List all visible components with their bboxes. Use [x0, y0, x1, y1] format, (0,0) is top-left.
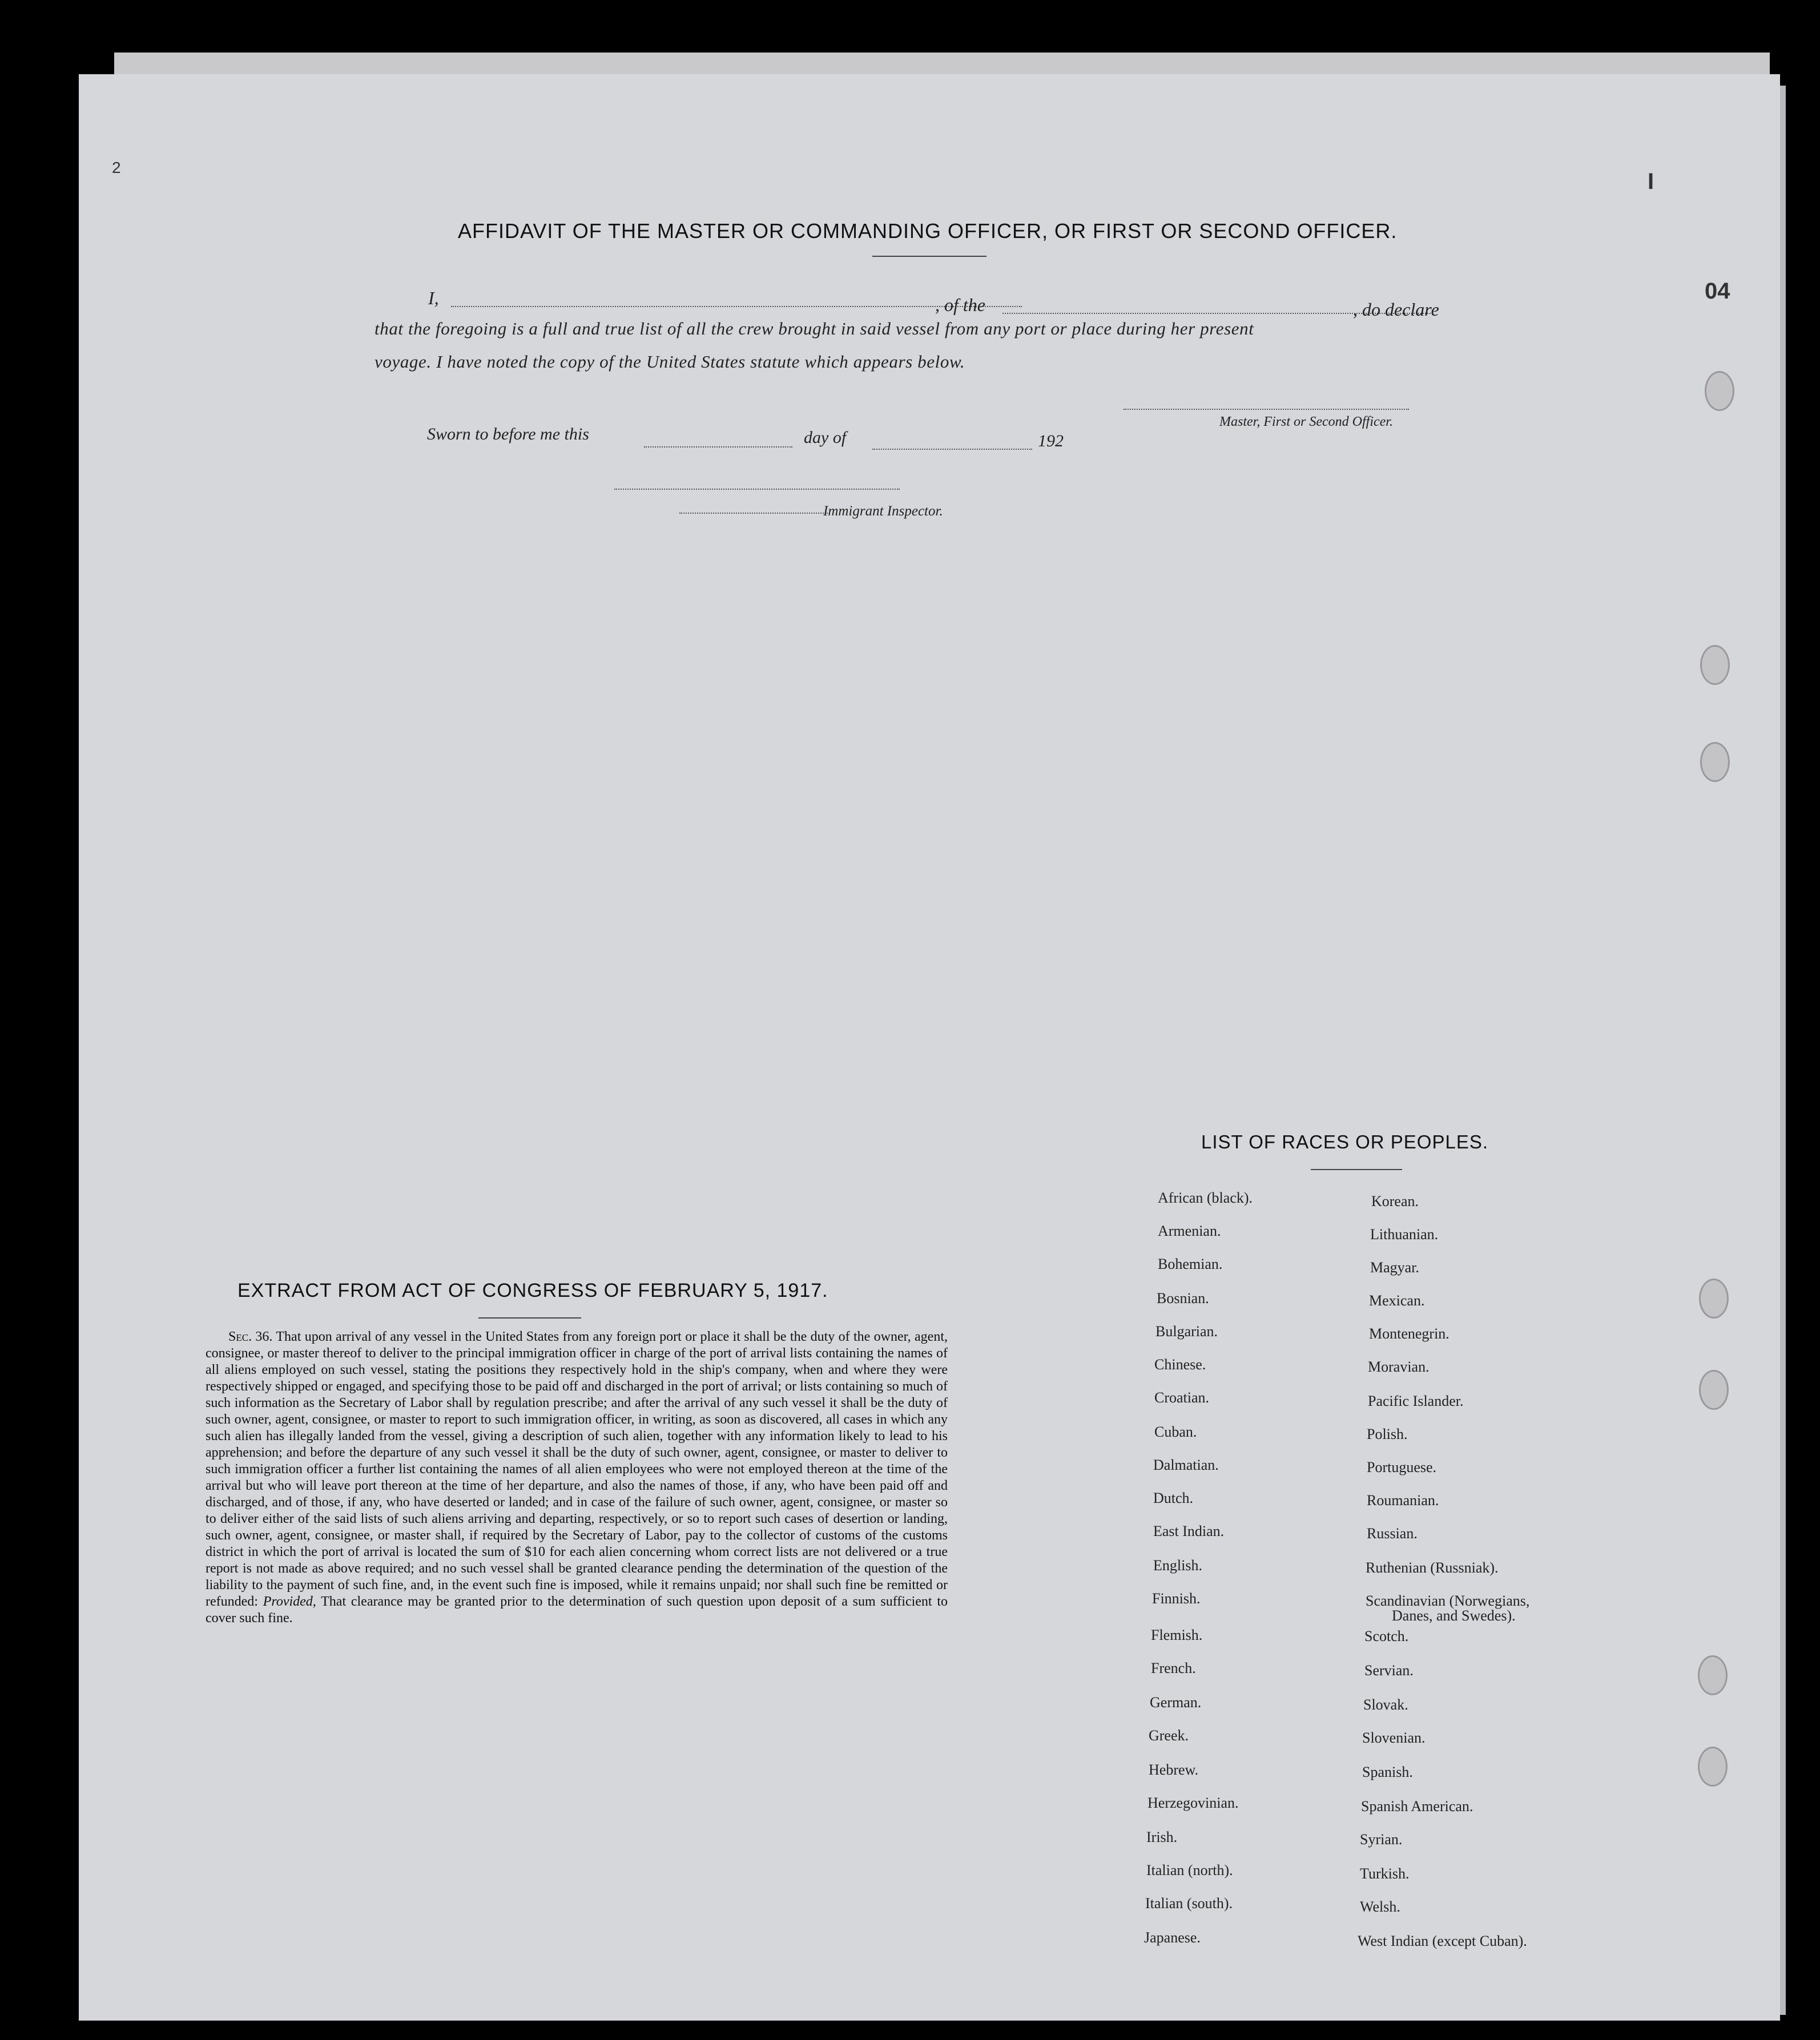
races-title-rule [1311, 1169, 1402, 1170]
inspector-label: Immigrant Inspector. [823, 503, 943, 519]
day-of-label: day of [804, 428, 847, 447]
race-irish: Irish. [1146, 1829, 1178, 1845]
race-spanish: Spanish. [1362, 1764, 1413, 1780]
binder-hole [1705, 371, 1734, 411]
race-armenian: Armenian. [1158, 1223, 1221, 1239]
race-dalmatian: Dalmatian. [1153, 1457, 1219, 1473]
race-roumanian: Roumanian. [1367, 1492, 1439, 1509]
race-portuguese: Portuguese. [1367, 1459, 1437, 1475]
inspector-signature-subline [679, 513, 828, 514]
race-slovenian: Slovenian. [1362, 1729, 1426, 1746]
race-mexican: Mexican. [1369, 1292, 1425, 1309]
race-chinese: Chinese. [1154, 1356, 1206, 1373]
race-croatian: Croatian. [1154, 1389, 1210, 1406]
inspector-signature-line[interactable] [614, 489, 900, 490]
race-hebrew: Hebrew. [1149, 1761, 1199, 1778]
form-page [79, 74, 1780, 2021]
binder-hole [1700, 742, 1730, 782]
race-finnish: Finnish. [1152, 1590, 1201, 1607]
race-west-indian: West Indian (except Cuban). [1358, 1933, 1527, 1949]
race-ruthenian: Ruthenian (Russniak). [1366, 1559, 1499, 1576]
race-korean: Korean. [1371, 1193, 1419, 1210]
race-turkish: Turkish. [1360, 1865, 1410, 1882]
race-scotch: Scotch. [1364, 1628, 1409, 1644]
page-number: 04 [1705, 279, 1730, 304]
race-polish: Polish. [1367, 1426, 1408, 1442]
race-african: African (black). [1158, 1190, 1253, 1206]
affidavit-title: AFFIDAVIT OF THE MASTER OR COMMANDING OFFICER, OR FIRST OR SECOND OFFICER. [458, 219, 1398, 243]
race-english: English. [1153, 1557, 1202, 1574]
master-signature-line[interactable] [1124, 409, 1409, 410]
of-the-label: , of the [935, 295, 985, 315]
race-italian-south: Italian (south). [1145, 1895, 1233, 1912]
declarant-label: I, [428, 288, 439, 308]
binder-hole [1698, 1655, 1728, 1695]
affidavit-line-3: voyage. I have noted the copy of the United States statute which appears below. [375, 352, 965, 372]
affidavit-title-rule [872, 256, 986, 257]
extract-body [206, 1329, 948, 1627]
binder-hole [1699, 1279, 1729, 1319]
section-label: Sec. 36. [228, 1329, 273, 1344]
race-welsh: Welsh. [1360, 1898, 1400, 1915]
section-text: That upon arrival of any vessel in the United States from any foreign port or place it shall be the duty of the owner, agent, consignee, or master thereof to deliver to the principal immigration officer in charge of the port of arrival lists containing the names of all aliens employed on such vessel, stating the positions they respectively hold in the ship's company, when and where they were respectively shipped or engaged, and specifying those to be paid off and discharged in the port of arrival; or lists containing so much of such information as the Secretary of Labor shall by regulation prescribe; and after the arrival of any such vessel it shall be the duty of such owner, agent, consignee, or master to report to such immigration officer, in writing, as soon as discovered, all cases in which any such alien has illegally landed from the vessel, giving a description of such alien, together with any information likely to lead to his apprehension; and before the departure of any such vessel it shall be the duty of such owner, agent, consignee, or master to deliver to such immigration officer a further list containing the names of all alien employees who were not employed thereon at the time of the arrival but who will leave port thereon at the time of her departure, and also the names of those, if any, who have been paid off and discharged, and of those, if any, who have deserted or landed; and in case of the failure of such owner, agent, consignee, or master so to deliver either of the said lists of such aliens arriving and departing, respectively, or so to report such cases of desertion or landing, such owner, agent, consignee, or master shall, if required by the Secretary of Labor, pay to the collector of customs of the customs district in which the port of arrival is located the sum of $10 for each alien concerning whom correct lists are not delivered or a true report is not made as above required; and no such vessel shall be granted clearance pending the determination of the question of the liability to the payment of such fine, and, in the event such fine is imposed, while it remains unpaid; nor shall such fine be remitted or refunded: [206, 1329, 948, 1609]
race-flemish: Flemish. [1151, 1627, 1203, 1643]
race-spanish-american: Spanish American. [1361, 1798, 1473, 1815]
race-bohemian: Bohemian. [1158, 1256, 1223, 1272]
extract-title-rule [478, 1317, 581, 1319]
affidavit-line-2: that the foregoing is a full and true list of all the crew brought in said vessel from any port or place during her present [375, 319, 1254, 338]
races-title: LIST OF RACES OR PEOPLES. [1201, 1131, 1489, 1152]
binder-hole [1699, 1370, 1729, 1410]
race-moravian: Moravian. [1368, 1358, 1430, 1375]
race-russian: Russian. [1367, 1525, 1418, 1542]
master-signature-label: Master, First or Second Officer. [1219, 414, 1393, 429]
race-servian: Servian. [1364, 1662, 1414, 1679]
race-pacific-islander: Pacific Islander. [1368, 1393, 1464, 1409]
extract-title: EXTRACT FROM ACT OF CONGRESS OF FEBRUARY 5, 1917. [237, 1280, 828, 1301]
race-east-indian: East Indian. [1153, 1523, 1225, 1539]
race-japanese: Japanese. [1144, 1929, 1201, 1946]
corner-mark: 2 [112, 159, 121, 176]
sworn-day-line[interactable] [644, 446, 792, 447]
binder-hole [1698, 1747, 1728, 1787]
binder-hole [1700, 645, 1730, 685]
year-prefix: 192 [1038, 432, 1064, 450]
race-bulgarian: Bulgarian. [1155, 1323, 1218, 1340]
do-declare-label: , do declare [1353, 299, 1439, 320]
sworn-label: Sworn to before me this [427, 425, 589, 444]
race-scandinavian-cont: Danes, and Swedes). [1392, 1607, 1516, 1624]
provided-word: Provided, [263, 1594, 316, 1609]
race-dutch: Dutch. [1153, 1490, 1194, 1506]
race-german: German. [1150, 1694, 1202, 1711]
race-cuban: Cuban. [1154, 1424, 1197, 1440]
section-tail: That clearance may be granted prior to the determination of such question upon deposit of a sum sufficient to cover such fine. [206, 1594, 948, 1626]
race-greek: Greek. [1149, 1727, 1189, 1744]
race-slovak: Slovak. [1363, 1696, 1408, 1713]
race-magyar: Magyar. [1370, 1259, 1419, 1276]
race-lithuanian: Lithuanian. [1370, 1226, 1439, 1243]
race-scandinavian: Scandinavian (Norwegians, [1366, 1593, 1530, 1609]
sworn-month-line[interactable] [872, 449, 1032, 450]
race-italian-north: Italian (north). [1146, 1862, 1233, 1878]
race-bosnian: Bosnian. [1157, 1290, 1209, 1307]
tick-mark: I [1648, 169, 1654, 194]
race-montenegrin: Montenegrin. [1369, 1325, 1449, 1342]
race-french: French. [1151, 1660, 1196, 1676]
race-herzegovinian: Herzegovinian. [1147, 1795, 1239, 1811]
race-syrian: Syrian. [1360, 1831, 1403, 1848]
